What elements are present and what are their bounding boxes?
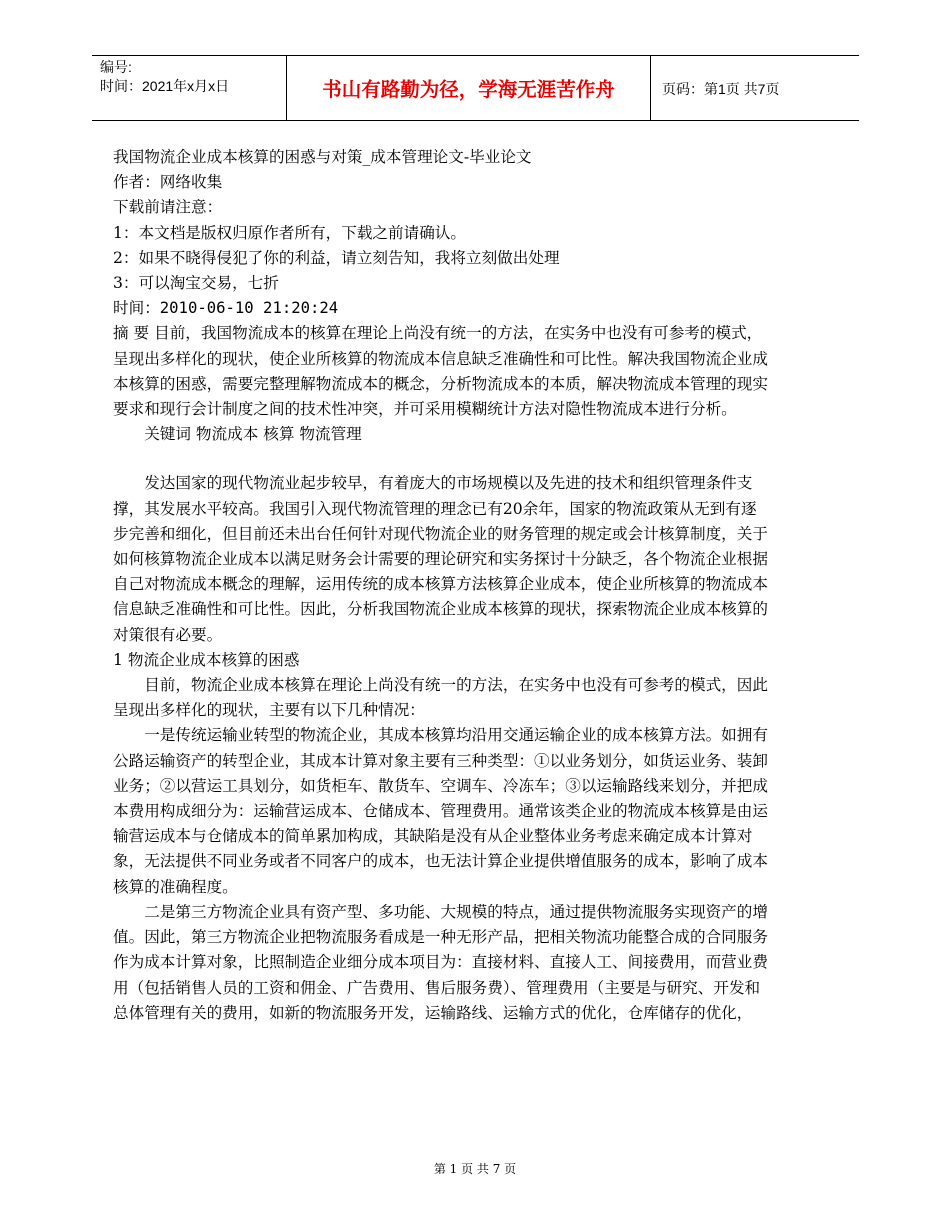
section-heading: 1 物流企业成本核算的困惑	[113, 650, 300, 669]
notice-item: 2：如果不晓得侵犯了你的利益，请立刻告知，我将立刻做出处理	[113, 248, 560, 267]
notice-heading: 下载前请注意：	[113, 198, 223, 217]
header-motto: 书山有路勤为径，学海无涯苦作舟	[322, 78, 615, 101]
intro-paragraph: 发达国家的现代物流业起步较早，有着庞大的市场规模以及先进的技术和组织管理条件支撑，其发展水平较高。我国引入现代物流管理的理念已有20余年，国家的物流政策从无到有逐步完善和细化，但目前还未出台任何针对现代物流企业的财务管理的规定或会计核算制度，关于如何核算物流企业成本以满足财务会计需要的理论研究和实务探讨十分缺乏，各个物流企业根据自己对物流成本概念的理解，运用传统的成本核算方法核算企业成本，使企业所核算的物流成本信息缺乏准确性和可比性。因此，分析我国物流企业成本核算的现状，探索物流企业成本核算的对策很有必要。	[113, 474, 768, 644]
body-paragraph: 二是第三方物流企业具有资产型、多功能、大规模的特点，通过提供物流服务实现资产的增值。因此，第三方物流企业把物流服务看成是一种无形产品，把相关物流功能整合成的合同服务作为成本计算对象，比照制造企业细分成本项目为：直接材料、直接人工、间接费用，而营业费用（包括销售人员的工资和佣金、广告费用、售后服务费）、管理费用（主要是与研究、开发和总体管理有关的费用，如新的物流服务开发，运输路线、运输方式的优化，仓库储存的优化，	[113, 902, 768, 1022]
spacer	[113, 447, 768, 471]
timestamp: 时间：2010-06-10 21:20:24	[113, 299, 339, 318]
notice-item: 3：可以淘宝交易，七折	[113, 274, 279, 293]
document-body	[113, 145, 768, 1026]
time-label: 时间：2021年x月x日	[100, 78, 230, 94]
document-title: 我国物流企业成本核算的困惑与对策_成本管理论文-毕业论文	[113, 148, 532, 166]
abstract: 摘 要 目前，我国物流成本的核算在理论上尚没有统一的方法，在实务中也没有可参考的模式，呈现出多样化的现状，使企业所核算的物流成本信息缺乏准确性和可比性。解决我国物流企业成本核算的困惑，需要完整理解物流成本的概念，分析物流成本的本质，解决物流成本管理的现实要求和现行会计制度之间的技术性冲突，并可采用模糊统计方法对隐性物流成本进行分析。	[113, 324, 768, 419]
header-divider-right	[650, 56, 651, 120]
keywords: 关键词 物流成本 核算 物流管理	[144, 425, 362, 444]
document-author: 作者：网络收集	[113, 173, 223, 192]
header-bottom-rule	[92, 120, 859, 121]
body-paragraph: 目前，物流企业成本核算在理论上尚没有统一的方法，在实务中也没有可参考的模式，因此呈现出多样化的现状，主要有以下几种情况：	[113, 676, 768, 720]
header-top-rule	[92, 55, 859, 56]
page-footer: 第 1 页 共 7 页	[433, 1162, 517, 1176]
body-paragraph: 一是传统运输业转型的物流企业，其成本核算均沿用交通运输企业的成本核算方法。如拥有公路运输资产的转型企业，其成本计算对象主要有三种类型：①以业务划分，如货运业务、装卸业务；②以营运工具划分，如货柜车、散货车、空调车、冷冻车；③以运输路线来划分，并把成本费用构成细分为：运输营运成本、仓储成本、管理费用。通常该类企业的物流成本核算是由运输营运成本与仓储成本的简单累加构成，其缺陷是没有从企业整体业务考虑来确定成本计算对象，无法提供不同业务或者不同客户的成本，也无法计算企业提供增值服务的成本，影响了成本核算的准确程度。	[113, 726, 768, 896]
header-page-label: 页码：第1页 共7页	[662, 81, 780, 97]
notice-item: 1：本文档是版权归原作者所有，下载之前请确认。	[113, 223, 466, 242]
number-label: 编号:	[100, 59, 132, 75]
header-left-cell	[100, 58, 229, 96]
